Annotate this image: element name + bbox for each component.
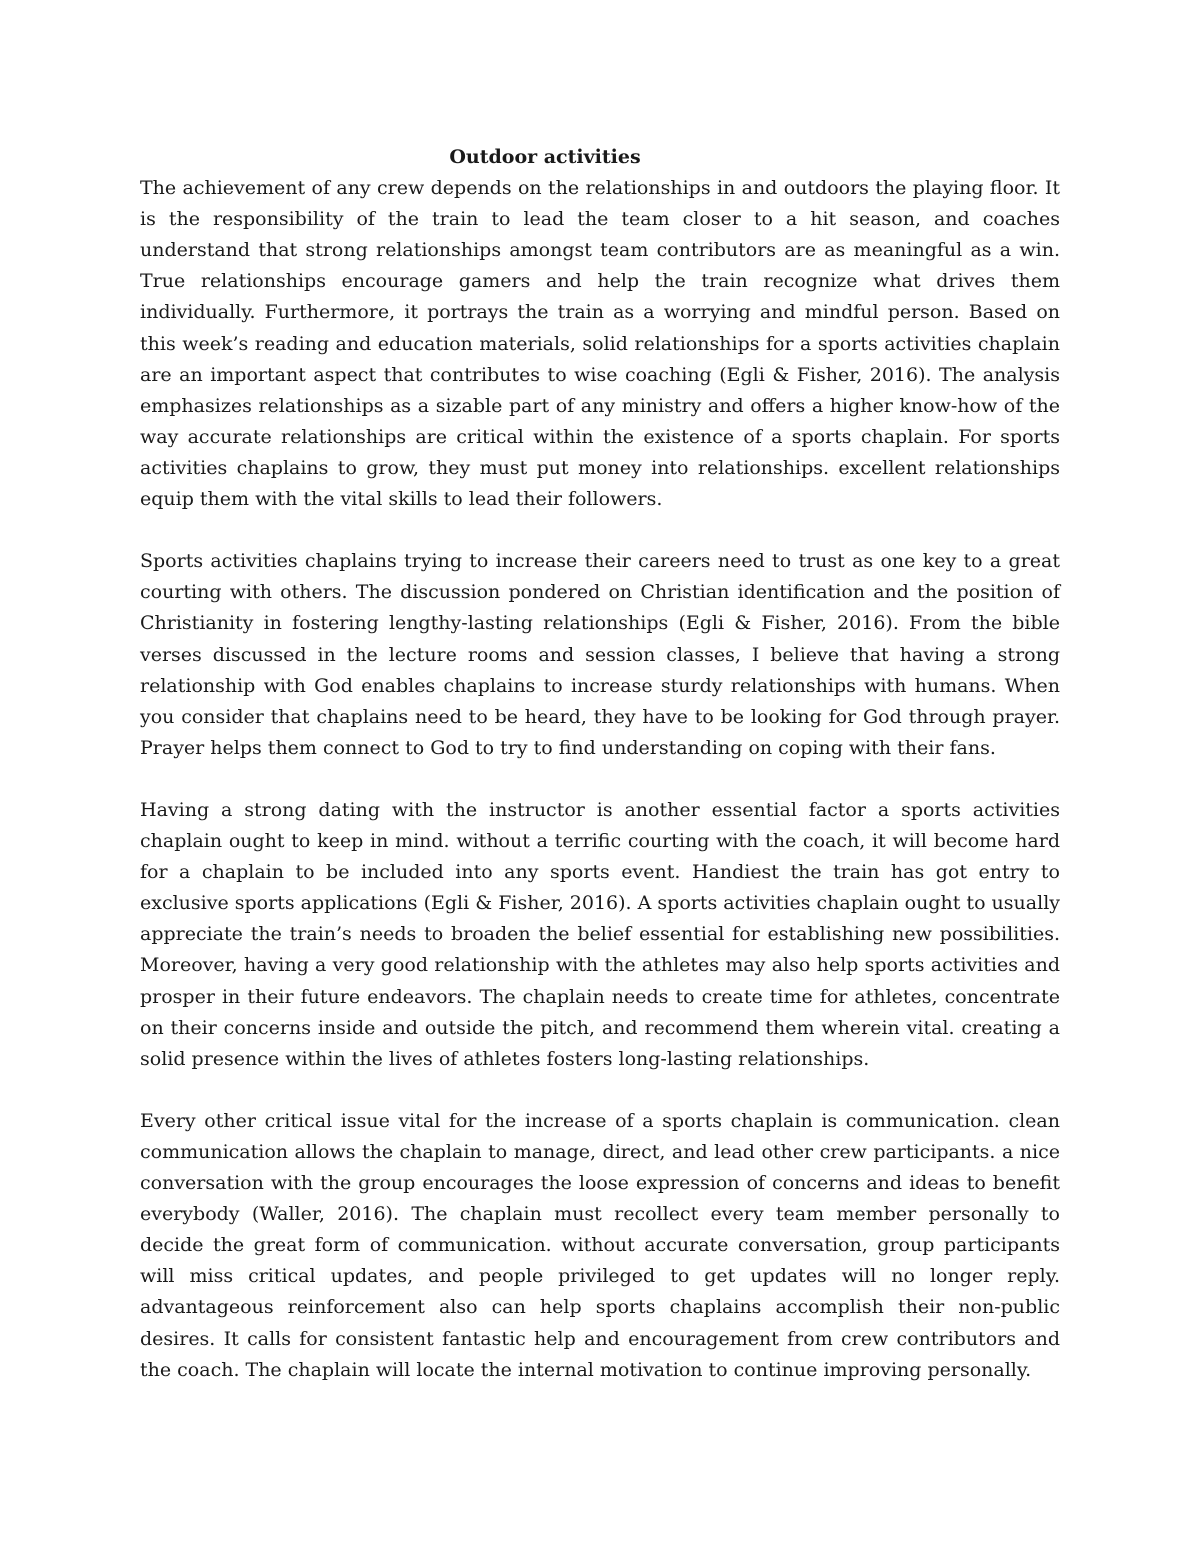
paragraph-4: Every other critical issue vital for the increase of a sports chaplain is communication. clean communication allows the chaplain to manage, direct, and lead other crew participants. a nice conversation with the group encourages the loose expression of concerns and ideas to benefit everybody (Waller, 2016). The chaplain must recollect every team member personally to decide the great form of communication. without accurate conversation, group participants will miss critical updates, and people privileged to get updates will no longer reply. advantageous reinforcement also can help sports chaplains accomplish their non-public desires. It calls for consistent fantastic help and encouragement from crew contributors and the coach. The chaplain will locate the internal motivation to continue improving personally. — [140, 1109, 1060, 1381]
paragraph-3: Having a strong dating with the instructor is another essential factor a sports activities chaplain ought to keep in mind. without a terrific courting with the coach, it will become hard for a chaplain to be included into any sports event. Handiest the train has got entry to exclusive sports applications (Egli & Fisher, 2016). A sports activities chaplain ought to usually appreciate the train’s needs to broaden the belief essential for establishing new possibilities. Moreover, having a very good relationship with the athletes may also help sports activities and prosper in their future endeavors. The chaplain needs to create time for athletes, concentrate on their concerns inside and outside the pitch, and recommend them wherein vital. creating a solid presence within the lives of athletes fosters long-lasting relationships. — [140, 798, 1060, 1070]
paragraph-2: Sports activities chaplains trying to increase their careers need to trust as one key to a great courting with others. The discussion pondered on Christian identification and the position of Christianity in fostering lengthy-lasting relationships (Egli & Fisher, 2016). From the bible verses discussed in the lecture rooms and session classes, I believe that having a strong relationship with God enables chaplains to increase sturdy relationships with humans. When you consider that chaplains need to be heard, they have to be looking for God through prayer. Prayer helps them connect to God to try to find understanding on coping with their fans. — [140, 550, 1060, 759]
document-title: Outdoor activities — [449, 146, 641, 168]
paragraph-1: The achievement of any crew depends on the relationships in and outdoors the playing floor. It is the responsibility of the train to lead the team closer to a hit season, and coaches understand that strong relationships amongst team contributors are as meaningful as a win. True relationships encourage gamers and help the train recognize what drives them individually. Furthermore, it portrays the train as a worrying and mindful person. Based on this week’s reading and education materials, solid relationships for a sports activities chaplain are an important aspect that contributes to wise coaching (Egli & Fisher, 2016). The analysis emphasizes relationships as a sizable part of any ministry and offers a higher know-how of the way accurate relationships are critical within the existence of a sports chaplain. For sports activities chaplains to grow, they must put money into relationships. excellent relationships equip them with the vital skills to lead their followers. — [140, 177, 1060, 511]
document-body — [140, 142, 1060, 1386]
